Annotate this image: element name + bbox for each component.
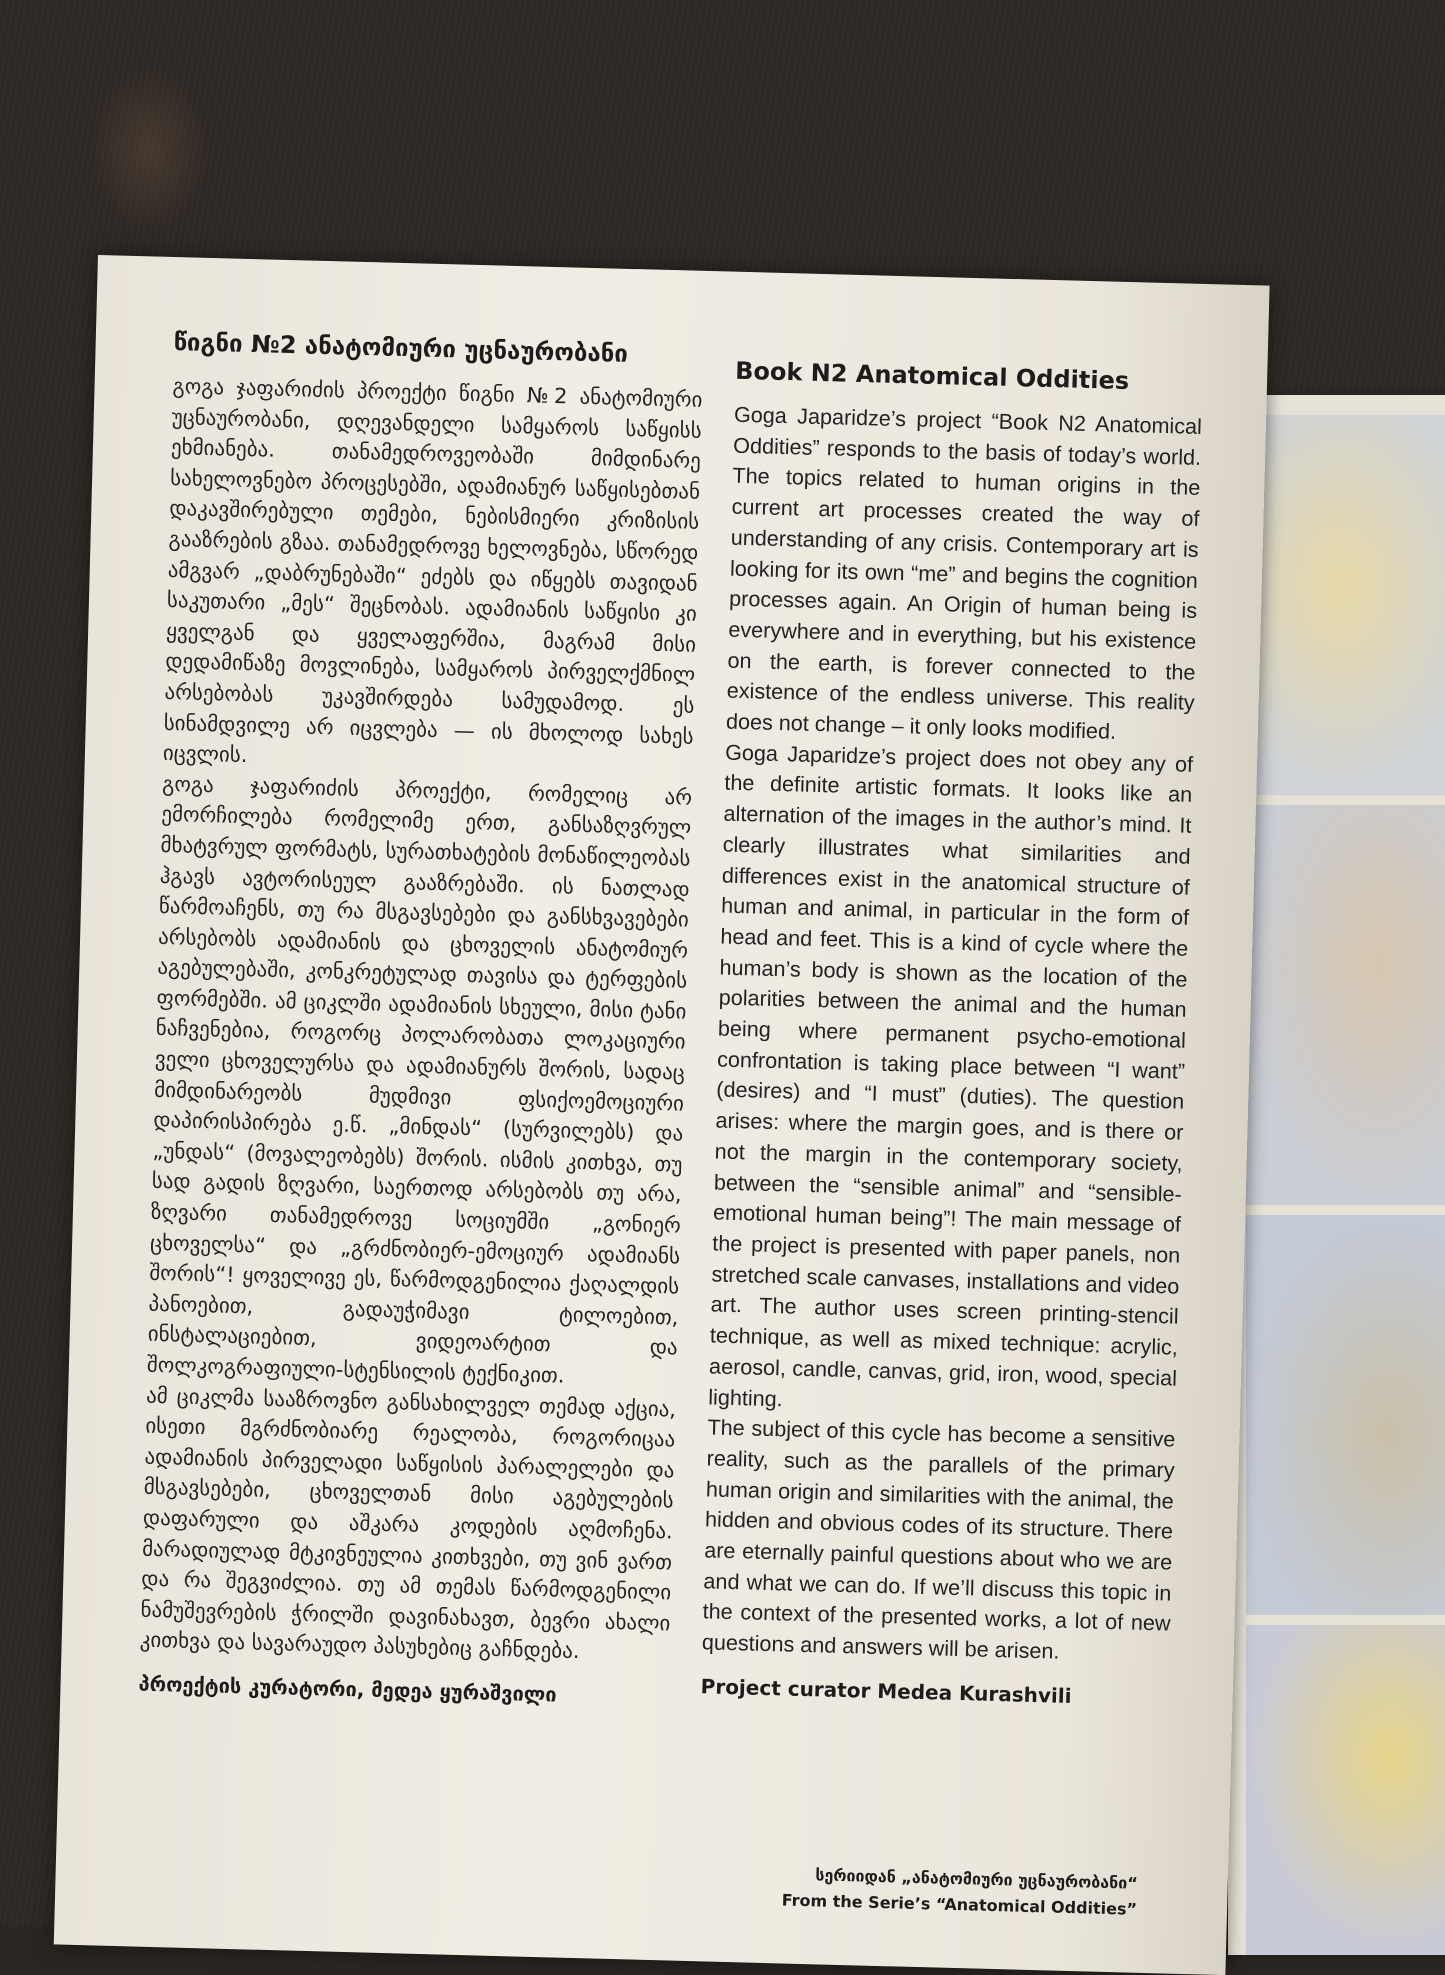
caption-georgian: სერიიდან „ანატომიური უცნაურობანი“ <box>815 1865 1138 1893</box>
georgian-curator-credit: პროექტის კურატორი, მედეა ყურაშვილი <box>138 1671 557 1707</box>
georgian-column <box>138 327 704 1711</box>
georgian-paragraph-3: ამ ციკლმა სააზროვნო განსახილველ თემად აქცია, ისეთი მგრძნობიარე რეალობა, როგორიცაა ადამიანის პირველადი საწყისის პარალელები და მსგავსებები, ცხოველთან მისი აგებულების დაფარული და აშკარა კოდების აღმოჩენა. მარადიულად მტკივნეულია კითხვები, თუ ვინ ვართ და რა შეგვიძლია. თუ ამ თემას წარმოდგენილი ნამუშევრების ჭრილში დავინახავთ, ბევრი ახალი კითხვა და სავარაუდო პასუხებიც გაჩნდება. <box>139 1383 677 1664</box>
english-paragraph-3: The subject of this cycle has become a sensitive reality, such as the parallels of the primary human origin and similarities with the animal, the hidden and obvious codes of its structure. There are eternally painful questions about who we are and what we can do. If we’ll discuss this topic in the context of the presented works, a lot of new questions and answers will be arisen. <box>701 1414 1176 1664</box>
english-column <box>700 342 1203 1713</box>
artwork-thumbnail <box>1246 805 1445 1205</box>
english-paragraph-1: Goga Japaridze’s project “Book N2 Anatomical Oddities” responds to the basis of today’s world. The topics related to human origins in the current art processes created the way of understanding of any crisis. Contemporary art is looking for its own “me” and begins the cognition processes again. An Origin of human being is everywhere and in everything, but his existence on the earth, is forever connected to the existence of the endless universe. This reality does not change – it only looks modified. <box>725 401 1203 744</box>
english-curator-credit: Project curator Medea Kurashvili <box>700 1674 1072 1708</box>
series-caption <box>781 1861 1138 1922</box>
artwork-thumbnail <box>1246 1215 1445 1615</box>
booklet-page <box>54 255 1270 1975</box>
artwork-thumbnail <box>1246 415 1445 795</box>
georgian-paragraph-1: გოგა ჯაფარიძის პროექტი წიგნი №2 ანატომიური უცნაურობანი, დღევანდელი სამყაროს საწყისს ეხმიანება. თანამედროვეობაში მიმდინარე სახელოვნებო პროცესებში, ადამიანურ საწყისებთან დაკავშირებული თემები, ნებისმიერი კრიზისის გააზრების გზაა. თანამედროვე ხელოვნება, სწორედ ამგვარ „დაბრუნებაში“ ეძებს და იწყებს თავიდან საკუთარი „მეს“ შეცნობას. ადამიანის საწყისი კი ყველგან და ყველაფერშია, მაგრამ მისი დედამიწაზე მოვლინება, სამყაროს პირველქმნილ არსებობას უკავშირდება სამუდამოდ. ეს სინამდვილე არ იცვლება — ის მხოლოდ სახეს იცვლის. <box>162 374 703 768</box>
english-title: Book N2 Anatomical Oddities <box>734 356 1130 396</box>
georgian-paragraph-2: გოგა ჯაფარიძის პროექტი, რომელიც არ ემორჩილება რომელიმე ერთ, განსაზღვრულ მხატვრულ ფორმატს, სურათხატების მონაწილეობას ჰგავს ავტორისეულ გააზრებაში. ის ნათლად წარმოაჩენს, თუ რა მსგავსებები და განსხვავებები არსებობს ადამიანის და ცხოველის ანატომიურ აგებულებაში, კონკრეტულად თავისა და ტერფების ფორმებში. ამ ციკლში ადამიანის სხეული, მისი ტანი ნაჩვენებია, როგორც პოლარობათა ლოკაციური ველი ცხოველურსა და ადამიანურს შორის, სადაც მიმდინარეობს მუდმივი ფსიქოემოციური დაპირისპირება ე.წ. „მინდას“ (სურვილებს) და „უნდას“ (მოვალეობებს) შორის. ისმის კითხვა, თუ სად გადის ზღვარი, საერთოდ არსებობს თუ არა, ზღვარი თანამედროვე სოციუმში „გონიერ ცხოველსა“ და „გრძნობიერ-ემოციურ ადამიანს შორის“! ყოველივე ეს, წარმოდგენილია ქაღალდის პანოებით, გადაუჭიმავი ტილოებით, ინსტალაციებით, ვიდეოარტით და შოლკოგრაფიული-სტენსილის ტექნიკით. <box>146 771 693 1388</box>
artwork-thumbnail <box>1246 1625 1445 1955</box>
caption-english: From the Serie’s “Anatomical Oddities” <box>781 1890 1138 1919</box>
english-paragraph-2: Goga Japaridze’s project does not obey any of the definite artistic formats. It looks like an alternation of the images in the author’s mind. It clearly illustrates what similarities and differences exist in the anatomical structure of human and animal, in particular in the form of head and feet. This is a kind of cycle where the human’s body is shown as the location of the polarities between the animal and the human being where permanent psycho-emotional confrontation is taking place between “I want” (desires) and “I must” (duties). The question arises: where the margin goes, and is there or not the margin in the contemporary society, between the “sensible animal” and “sensible-emotional human being”! The main message of the project is presented with paper panels, non stretched scale canvases, installations and video art. The author uses screen printing-stencil technique, as well as mixed technique: acrylic, aerosol, candle, canvas, grid, iron, wood, special lighting. <box>708 739 1194 1411</box>
georgian-title: წიგნი №2 ანატომიური უცნაურობანი <box>173 328 629 368</box>
